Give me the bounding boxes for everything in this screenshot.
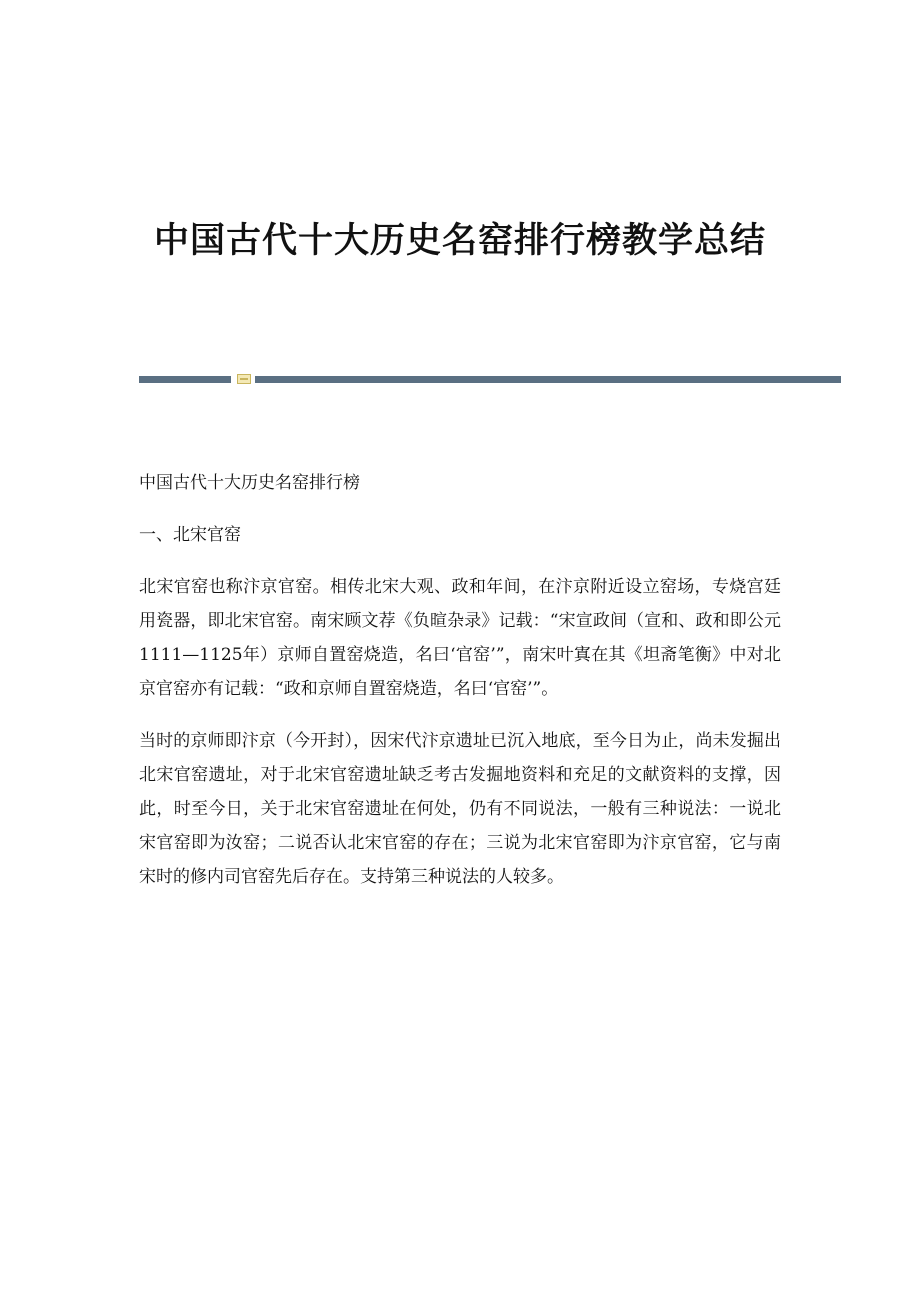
divider-ornament-icon (237, 374, 251, 384)
title-divider (139, 374, 841, 384)
paragraph-2: 当时的京师即汴京（今开封），因宋代汴京遗址已沉入地底，至今日为止，尚未发掘出北宋官窑遗址，对于北宋官窑遗址缺乏考古发掘地资料和充足的文献资料的支撑，因此，时至今日，关于北宋官窑遗址在何处，仍有不同说法，一般有三种说法：一说北宋官窑即为汝窑；二说否认北宋官窑的存在；三说为北宋官窑即为汴京官窑，它与南宋时的修内司官窑先后存在。支持第三种说法的人较多。 (139, 731, 781, 887)
document-title: 中国古代十大历史名窑排行榜教学总结 (153, 220, 766, 261)
document-subtitle: 中国古代十大历史名窑排行榜 (139, 473, 360, 493)
section-heading: 一、北宋官窑 (139, 525, 241, 545)
document-body (139, 466, 781, 912)
paragraph-1: 北宋官窑也称汴京官窑。相传北宋大观、政和年间，在汴京附近设立窑场，专烧宫廷用瓷器，即北宋官窑。南宋顾文荐《负暄杂录》记载：“宋宣政间（宣和、政和即公元1111—1125年）京师自置窑烧造，名曰‘官窑’”，南宋叶寘在其《坦斋笔衡》中对北京官窑亦有记载：“政和京师自置窑烧造，名曰‘官窑’”。 (139, 577, 781, 699)
divider-bar-right (255, 376, 841, 383)
divider-bar-left (139, 376, 231, 383)
